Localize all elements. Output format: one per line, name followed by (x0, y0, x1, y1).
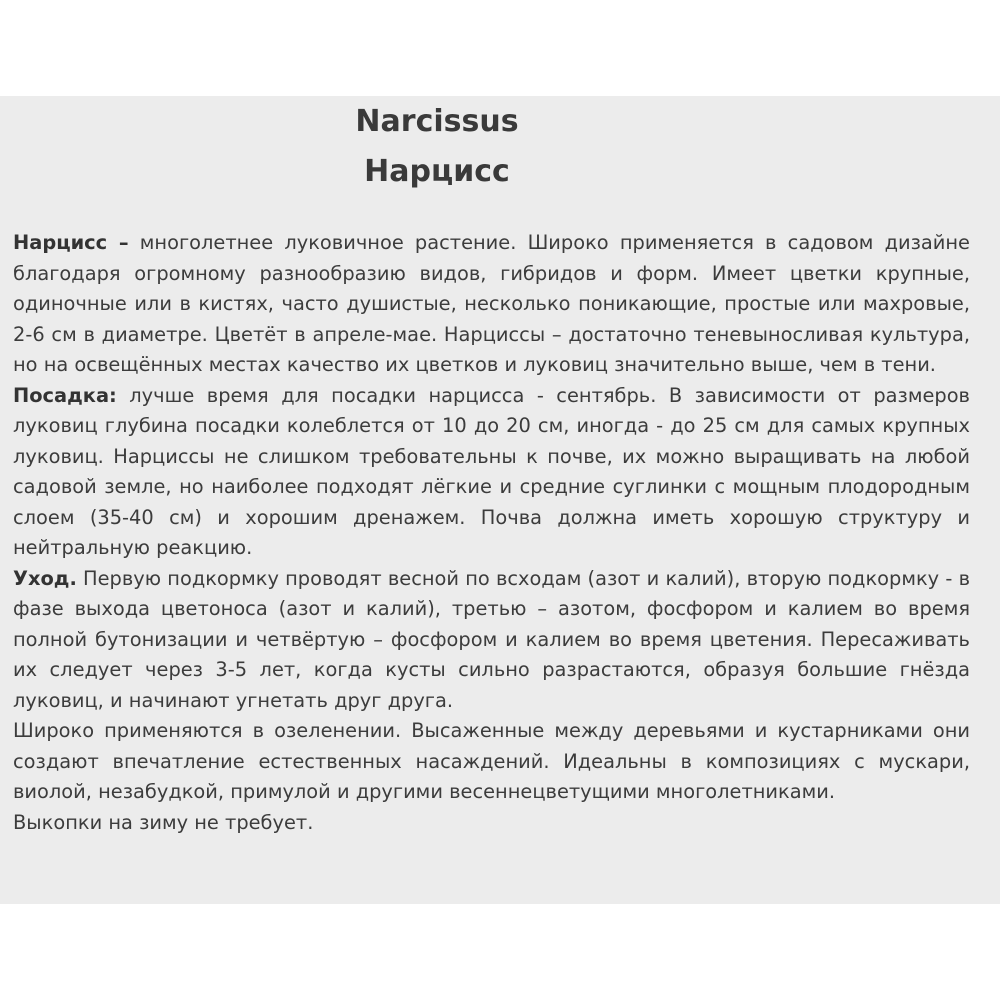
planting-text: лучше время для посадки нарцисса - сентябрь. В зависимости от размеров луковиц глубина посадки колеблется от 10 до 20 см, иногда - до 25 см для самых крупных луковиц. Нарциссы не слишком требовательны к почве, их можно выращивать на любой садовой земле, но наиболее подходят лёгкие и средние суглинки с мощным плодородным слоем (35-40 см) и хорошим дренажем. Почва должна иметь хорошую структуру и нейтральную реакцию. (13, 383, 970, 559)
intro-lead: Нарцисс – (13, 231, 129, 254)
intro-paragraph (13, 228, 970, 381)
title-latin: Narcissus (355, 104, 519, 139)
care-text: Первую подкормку проводят весной по всходам (азот и калий), вторую подкормку - в фазе выхода цветоноса (азот и калий), третью – азотом, фосфором и калием во время полной бутонизации и четвёртую – фосфором и калием во время цветения. Пересаживать их следует через 3-5 лет, когда кусты сильно разрастаются, образуя большие гнёзда луковиц, и начинают угнетать друг друга. (13, 566, 970, 712)
description-body (13, 228, 970, 838)
care-paragraph (13, 564, 970, 717)
planting-paragraph (13, 381, 970, 564)
title-russian: Нарцисс (364, 154, 510, 189)
winter-paragraph: Выкопки на зиму не требует. (13, 810, 314, 834)
intro-text: многолетнее луковичное растение. Широко применяется в садовом дизайне благодаря огромному разнообразию видов, гибридов и форм. Имеет цветки крупные, одиночные или в кистях, часто душистые, несколько поникающие, простые или махровые, 2-6 см в диаметре. Цветёт в апреле-мае. Нарциссы – достаточно теневыносливая культура, но на освещённых местах качество их цветков и луковиц значительно выше, чем в тени. (13, 231, 970, 376)
care-lead: Уход. (13, 566, 77, 590)
planting-lead: Посадка: (13, 383, 117, 407)
usage-paragraph: Широко применяются в озеленении. Высаженные между деревьями и кустарниками они создают впечатление естественных насаждений. Идеальны в композициях с мускари, виолой, незабудкой, примулой и другими весеннецветущими многолетниками. (13, 719, 970, 803)
